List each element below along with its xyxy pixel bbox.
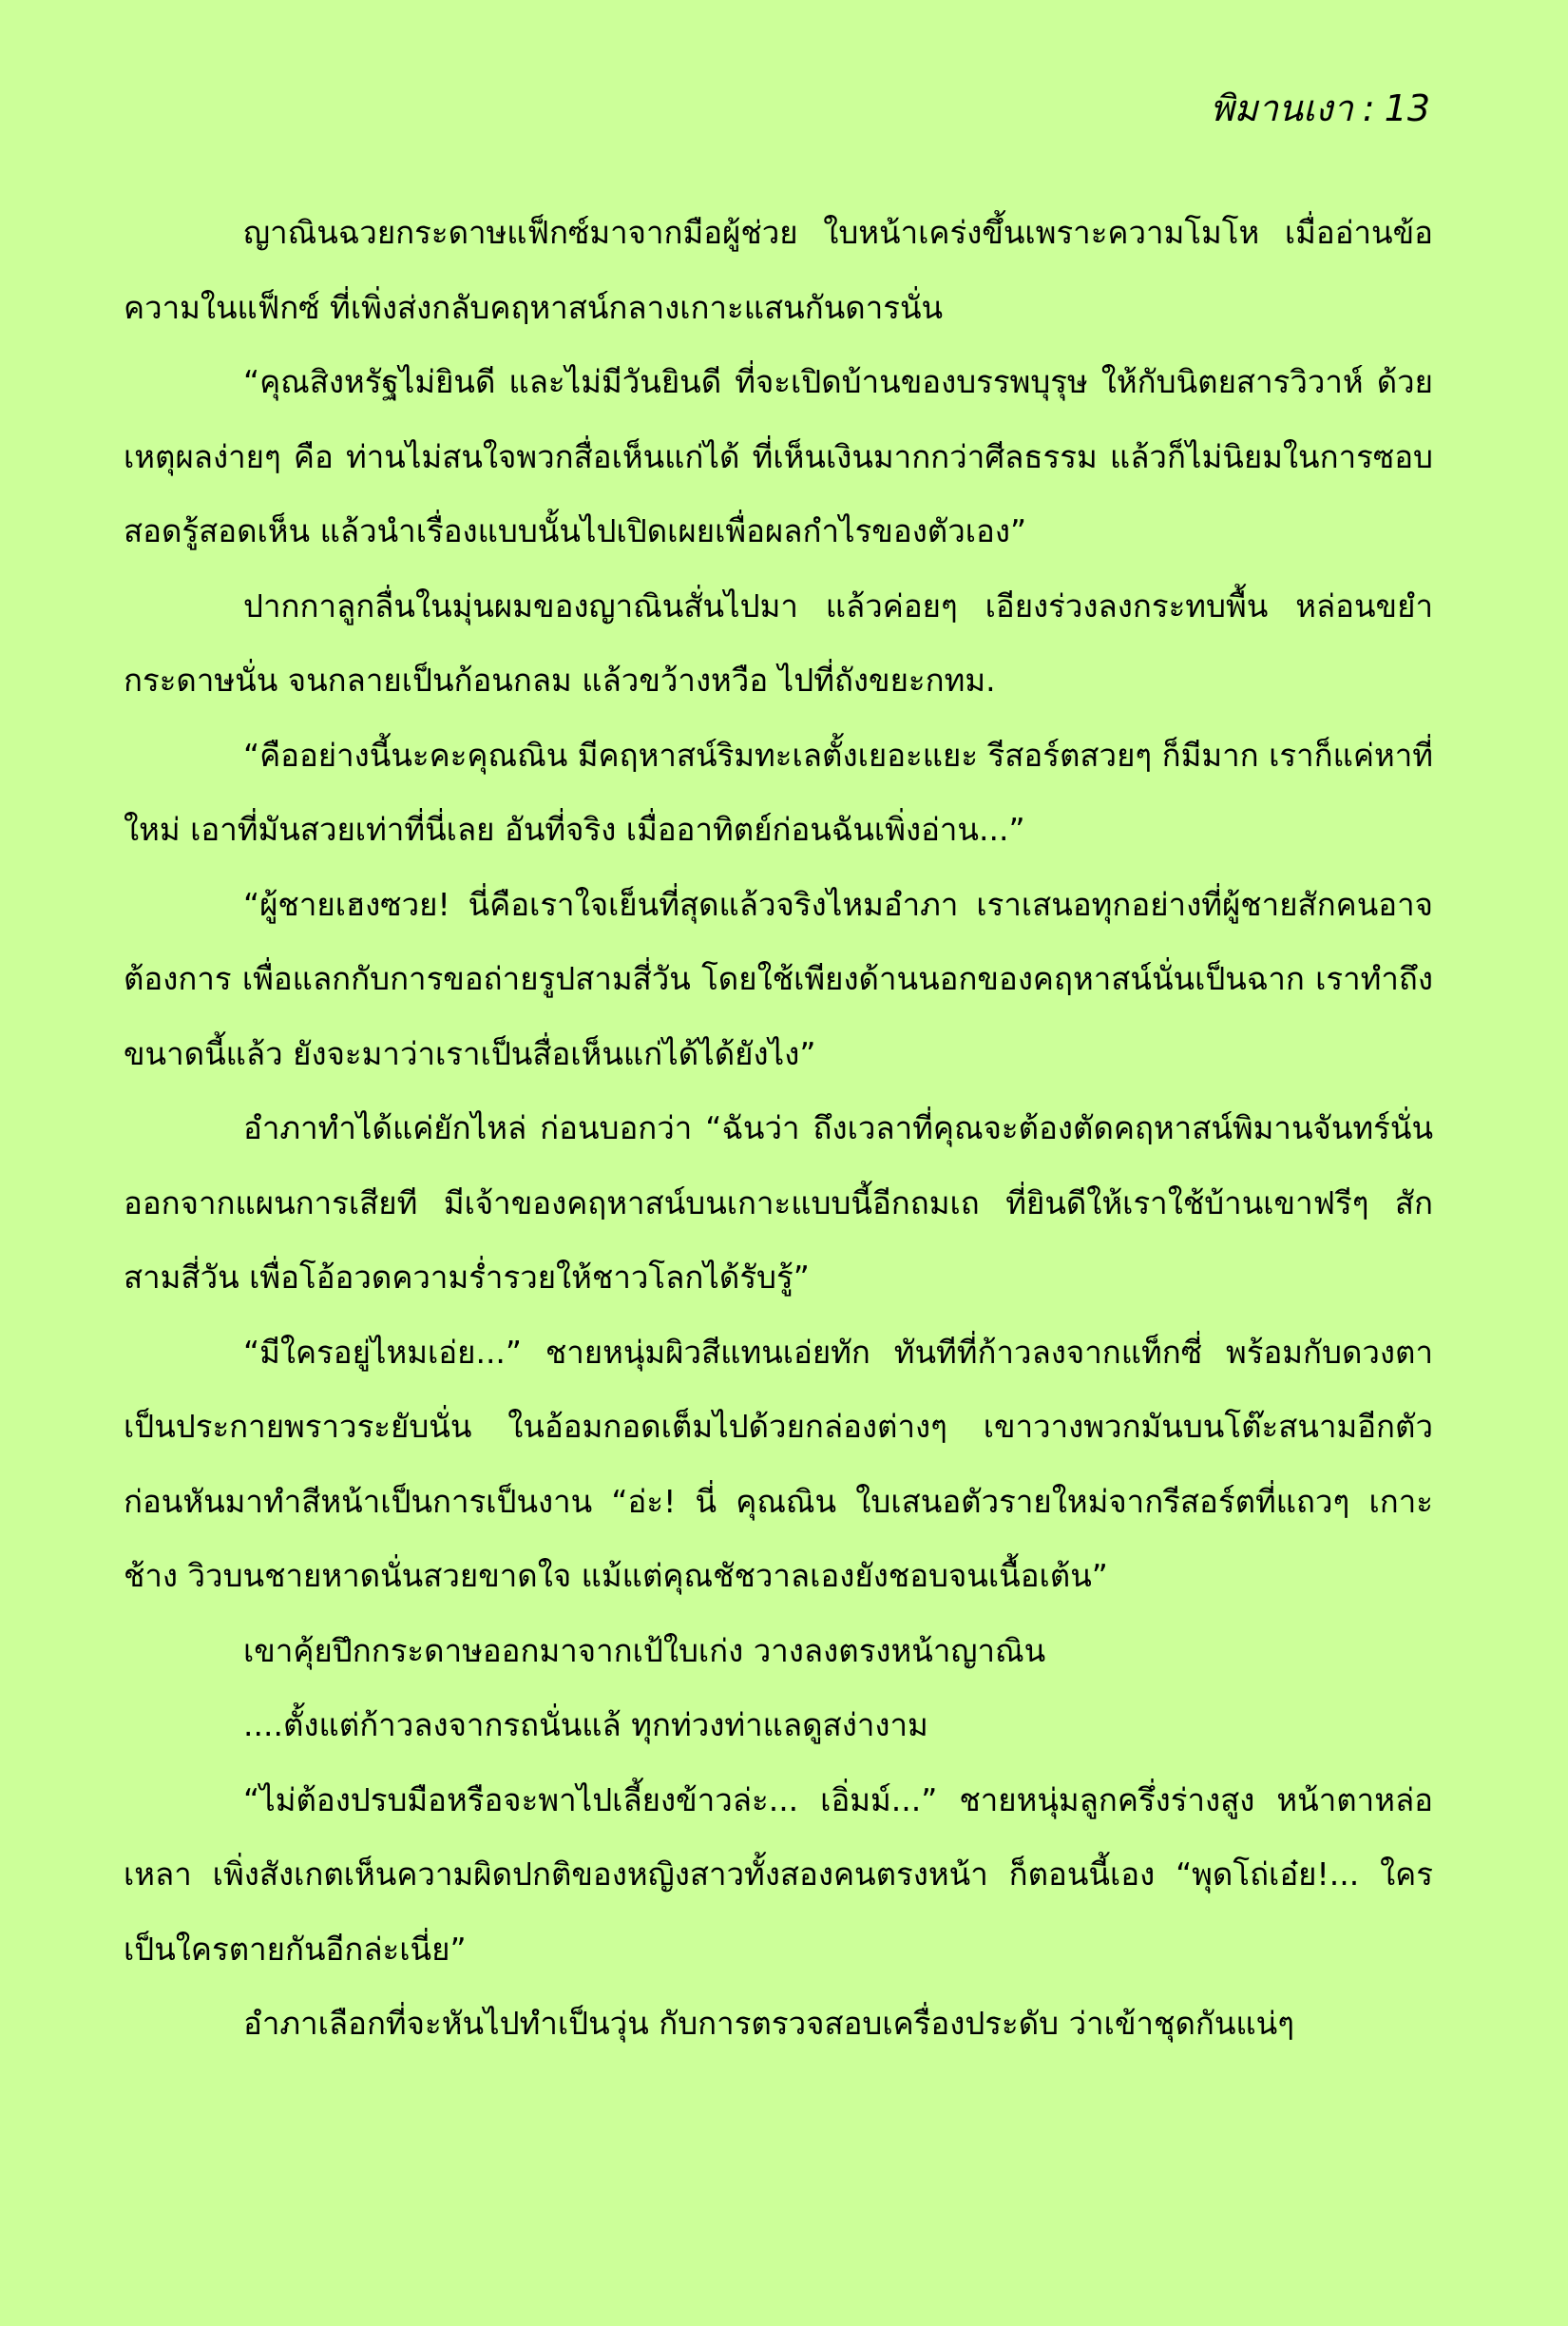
paragraph: “มีใครอยู่ไหมเอ่ย...” ชายหนุ่มผิวสีแทนเอ่ยทัก ทันทีที่ก้าวลงจากแท็กซี่ พร้อมกับดวงตาเป็นประกายพราวระยับนั่น ในอ้อมกอดเต็มไปด้วยกล่องต่างๆ เขาวางพวกมันบนโต๊ะสนามอีกตัว ก่อนหันมาทำสีหน้าเป็นการเป็นงาน “อ่ะ! นี่ คุณณิน ใบเสนอตัวรายใหม่จากรีสอร์ตที่แถวๆ เกาะช้าง วิวบนชายหาดนั่นสวยขาดใจ แม้แต่คุณชัชวาลเองยังชอบจนเนื้อเต้น” [124, 1333, 1433, 1594]
paragraph: “ผู้ชายเฮงซวย! นี่คือเราใจเย็นที่สุดแล้วจริงไหมอำภา เราเสนอทุกอย่างที่ผู้ชายสักคนอาจต้องการ เพื่อแลกกับการขอถ่ายรูปสามสี่วัน โดยใช้เพียงด้านนอกของคฤหาสน์นั่นเป็นฉาก เราทำถึงขนาดนี้แล้ว ยังจะมาว่าเราเป็นสื่อเห็นแก่ได้ได้ยังไง” [124, 885, 1433, 1072]
paragraph: ญาณินฉวยกระดาษแฟ็กซ์มาจากมือผู้ช่วย ใบหน้าเคร่งขึ้นเพราะความโมโห เมื่ออ่านข้อความในแฟ็กซ์ ที่เพิ่งส่งกลับคฤหาสน์กลางเกาะแสนกันดารนั่น [124, 214, 1433, 326]
paragraph: ....ตั้งแต่ก้าวลงจากรถนั่นแล้ ทุกท่วงท่าแลดูสง่างาม [243, 1706, 928, 1743]
book-title: พิมานเงา [1210, 87, 1353, 129]
running-header [1211, 84, 1430, 133]
body-text [124, 196, 1433, 2062]
page-number: 13 [1384, 87, 1430, 129]
paragraph: อำภาทำได้แค่ยักไหล่ ก่อนบอกว่า “ฉันว่า ถึงเวลาที่คุณจะต้องตัดคฤหาสน์พิมานจันทร์นั่น ออกจากแผนการเสียที มีเจ้าของคฤหาสน์บนเกาะแบบนี้อีกถมเถ ที่ยินดีให้เราใช้บ้านเขาฟรีๆ สักสามสี่วัน เพื่อโอ้อวดความร่ำรวยให้ชาวโลกได้รับรู้” [124, 1109, 1433, 1296]
paragraph: ปากกาลูกลื่นในมุ่นผมของญาณินสั่นไปมา แล้วค่อยๆ เอียงร่วงลงกระทบพื้น หล่อนขยำกระดาษนั่น จนกลายเป็นก้อนกลม แล้วขว้างหวือ ไปที่ถังขยะกทม. [124, 586, 1433, 699]
paragraph: “ไม่ต้องปรบมือหรือจะพาไปเลี้ยงข้าวล่ะ... เอิ่มม์...” ชายหนุ่มลูกครึ่งร่างสูง หน้าตาหล่อเหลา เพิ่งสังเกตเห็นความผิดปกติของหญิงสาวทั้งสองคนตรงหน้า ก็ตอนนี้เอง “พุดโถ่เอ๋ย!... ใครเป็นใครตายกันอีกล่ะเนี่ย” [124, 1780, 1433, 1968]
paragraph: อำภาเลือกที่จะหันไปทำเป็นวุ่น กับการตรวจสอบเครื่องประดับ ว่าเข้าชุดกันแน่ๆ [243, 2005, 1294, 2042]
paragraph: “คืออย่างนี้นะคะคุณณิน มีคฤหาสน์ริมทะเลตั้งเยอะแยะ รีสอร์ตสวยๆ ก็มีมาก เราก็แค่หาที่ใหม่ เอาที่มันสวยเท่าที่นี่เลย อันที่จริง เมื่ออาทิตย์ก่อนฉันเพิ่งอ่าน...” [124, 736, 1434, 848]
paragraph: เขาคุ้ยปึกกระดาษออกมาจากเป้ใบเก่ง วางลงตรงหน้าญาณิน [243, 1631, 1046, 1669]
header-separator: : [1362, 87, 1375, 129]
paragraph: “คุณสิงหรัฐไม่ยินดี และไม่มีวันยินดี ที่จะเปิดบ้านของบรรพบุรุษ ให้กับนิตยสารวิวาห์ ด้วยเหตุผลง่ายๆ คือ ท่านไม่สนใจพวกสื่อเห็นแก่ได้ ที่เห็นเงินมากกว่าศีลธรรม แล้วก็ไม่นิยมในการซอบสอดรู้สอดเห็น แล้วนำเรื่องแบบนั้นไปเปิดเผยเพื่อผลกำไรของตัวเอง” [124, 363, 1433, 549]
